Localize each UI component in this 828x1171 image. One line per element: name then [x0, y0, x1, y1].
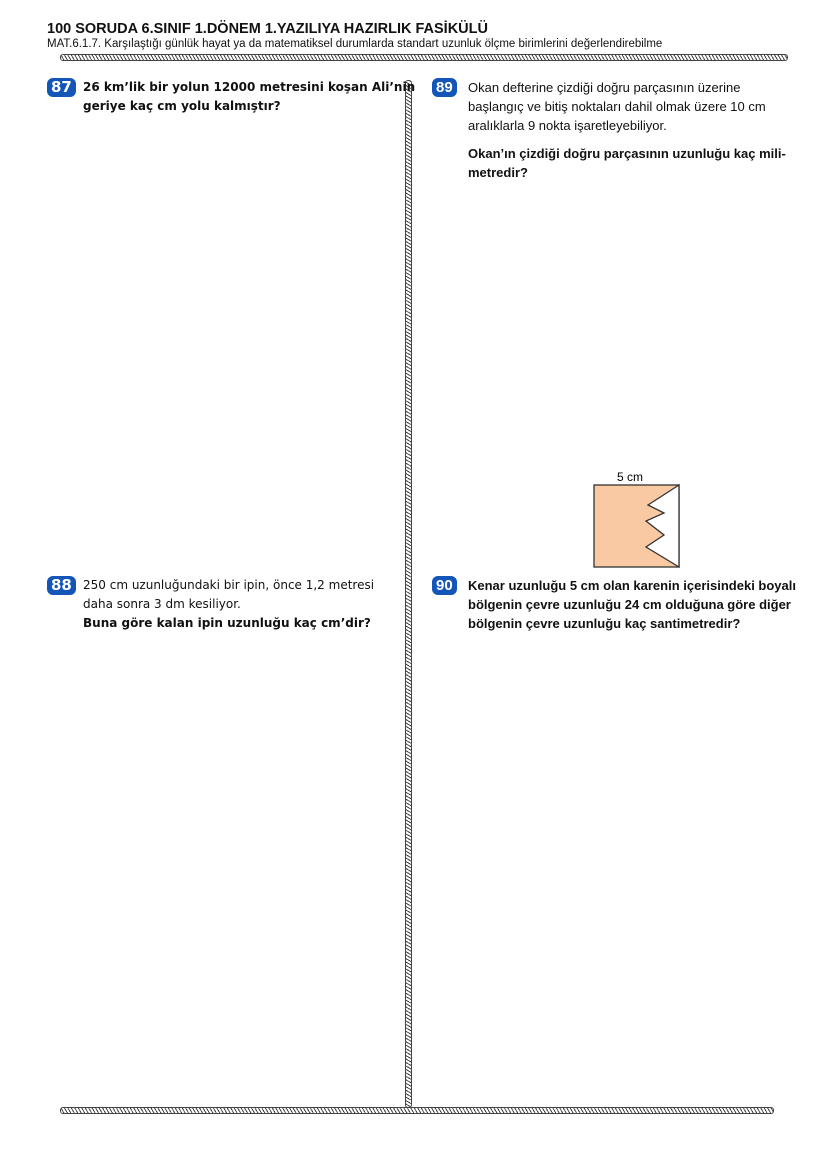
- column-divider: [405, 80, 412, 1108]
- question-text: Okan defterine çizdiği doğru parçasının üzerine: [468, 80, 741, 95]
- question-89: [432, 78, 786, 182]
- question-text: geriye kaç cm yolu kalmıştır?: [83, 99, 281, 113]
- question-number: 87: [47, 78, 76, 97]
- top-divider: [60, 54, 788, 61]
- question-text: aralıklarla 9 nokta işaretleyebiliyor.: [468, 118, 667, 133]
- question-text: bölgenin çevre uzunluğu kaç santimetredir?: [468, 616, 741, 631]
- question-text: Kenar uzunluğu 5 cm olan karenin içerisindeki boyalı: [468, 578, 796, 593]
- side-label: 5 cm: [617, 470, 644, 484]
- question-90: [432, 576, 796, 633]
- square-figure: [580, 465, 700, 575]
- question-prompt: metredir?: [468, 165, 528, 180]
- question-number: 89: [432, 78, 457, 97]
- question-number: 90: [432, 576, 457, 595]
- question-text: başlangıç ve bitiş noktaları dahil olmak üzere 10 cm: [468, 99, 766, 114]
- question-88: [47, 576, 374, 633]
- question-text: 250 cm uzunluğundaki bir ipin, önce 1,2 metresi: [83, 578, 375, 592]
- question-prompt: Okan’ın çizdiği doğru parçasının uzunluğu kaç mili-: [468, 146, 786, 161]
- page-subtitle: MAT.6.1.7. Karşılaştığı günlük hayat ya da matematiksel durumlarda standart uzunluk ölçme birimlerini değerlendirebilme: [47, 38, 663, 50]
- question-prompt: Buna göre kalan ipin uzunluğu kaç cm’dir?: [83, 616, 371, 630]
- question-text: daha sonra 3 dm kesiliyor.: [83, 597, 241, 611]
- question-text: bölgenin çevre uzunluğu 24 cm olduğuna göre diğer: [468, 597, 791, 612]
- bottom-divider: [60, 1107, 774, 1114]
- question-text: 26 km’lik bir yolun 12000 metresini koşan Ali’nin: [83, 80, 416, 94]
- question-number: 88: [47, 576, 76, 595]
- page-title: 100 SORUDA 6.SINIF 1.DÖNEM 1.YAZILIYA HAZIRLIK FASİKÜLÜ: [47, 21, 488, 37]
- question-87: [47, 78, 415, 116]
